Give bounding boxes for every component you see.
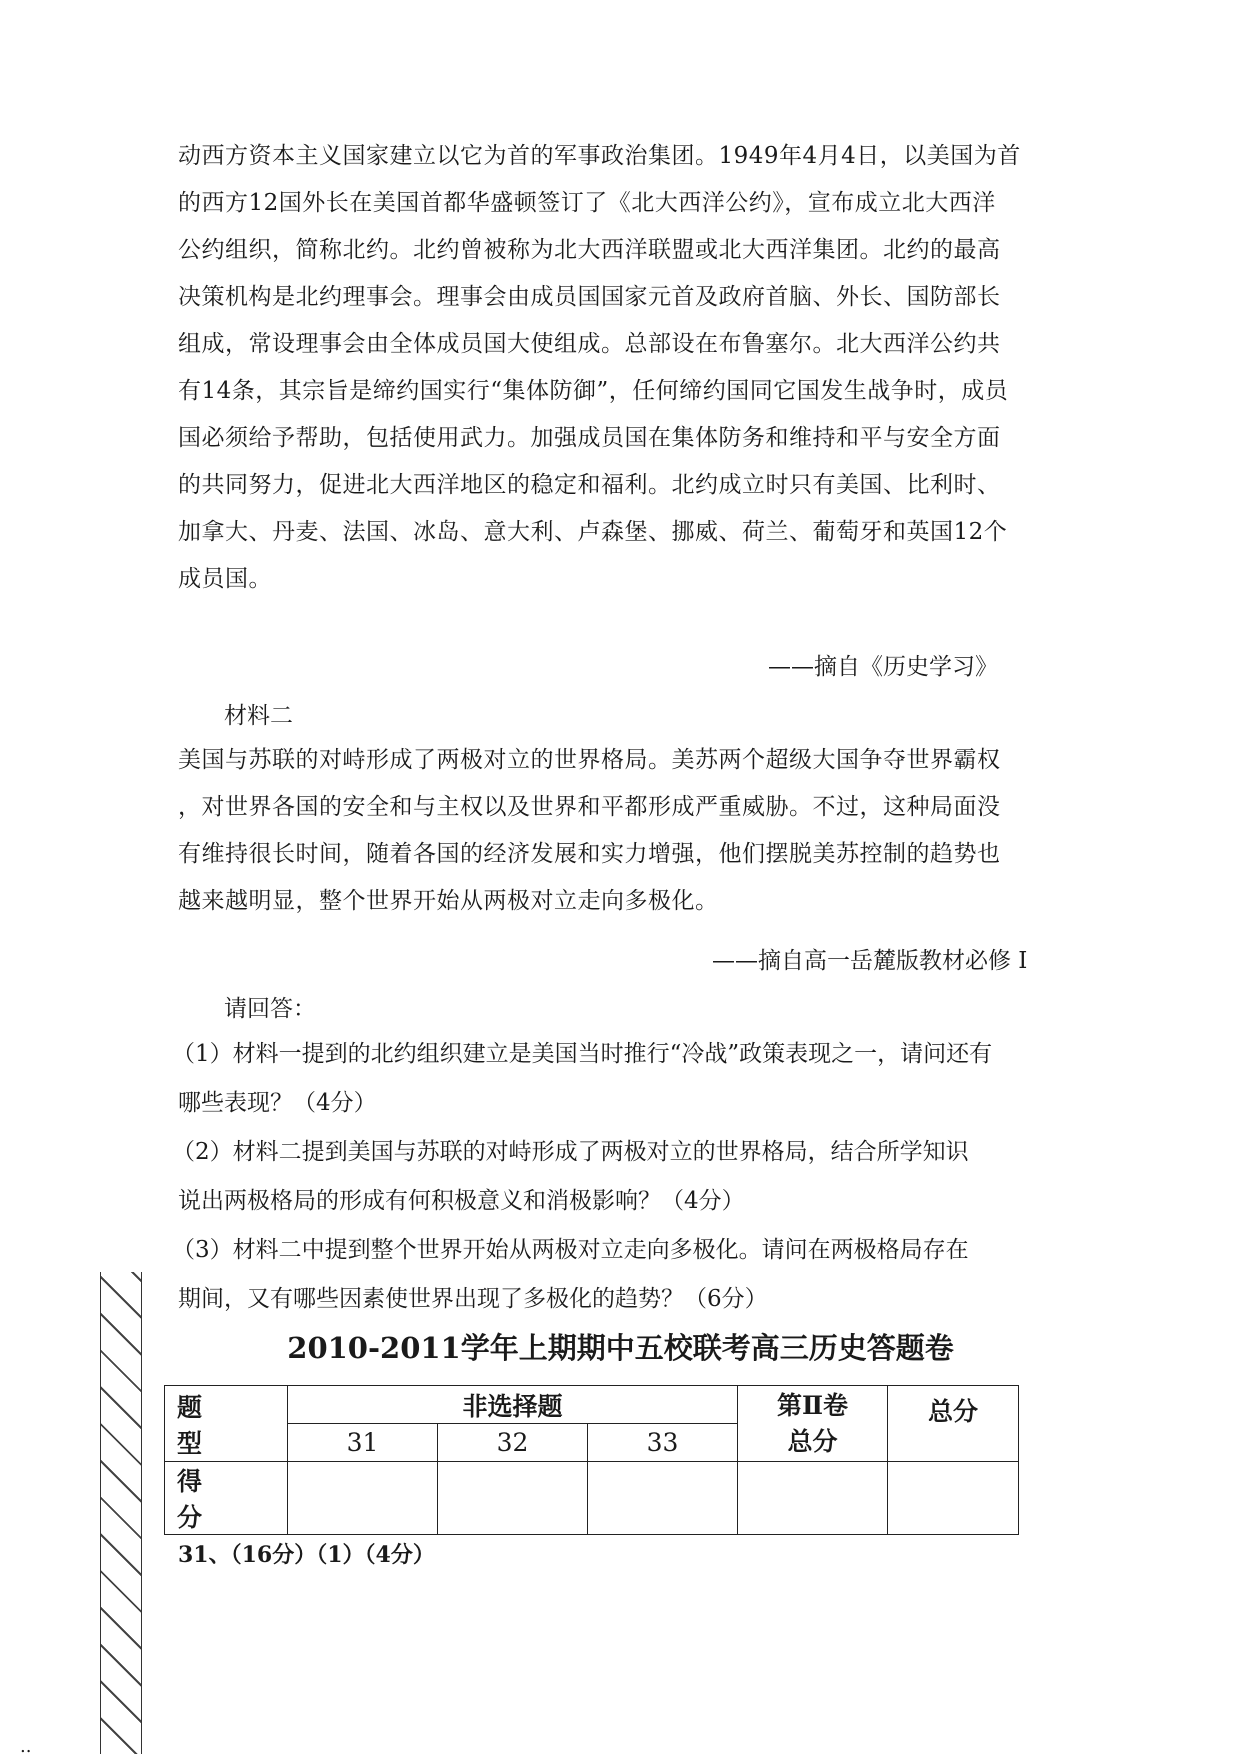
text-line: 组成，常设理事会由全体成员国大使组成。总部设在布鲁塞尔。北大西洋公约共 bbox=[178, 331, 1001, 357]
q31-header: 31 bbox=[288, 1424, 438, 1462]
prompt-label: 请回答： bbox=[224, 996, 316, 1022]
text-line: 加拿大、丹麦、法国、冰岛、意大利、卢森堡、挪威、荷兰、葡萄牙和英国12个 bbox=[178, 519, 1008, 545]
grand-total-header: 总分 bbox=[888, 1386, 1019, 1462]
material-one-text bbox=[178, 133, 1053, 603]
part2-total-score-cell[interactable] bbox=[738, 1462, 888, 1535]
text-line: 有14条，其宗旨是缔约国实行“集体防御”，任何缔约国同它国发生战争时，成员 bbox=[178, 378, 1009, 404]
non-choice-header: 非选择题 bbox=[288, 1386, 738, 1424]
question-line: 哪些表现？（4分） bbox=[178, 1090, 377, 1116]
text-line: 决策机构是北约理事会。理事会由成员国国家元首及政府首脑、外长、国防部长 bbox=[178, 284, 1001, 310]
text-line: 美国与苏联的对峙形成了两极对立的世界格局。美苏两个超级大国争夺世界霸权 bbox=[178, 747, 1001, 773]
text-line: 的共同努力，促进北大西洋地区的稳定和福利。北约成立时只有美国、比利时、 bbox=[178, 472, 1001, 498]
grand-total-score-cell[interactable] bbox=[888, 1462, 1019, 1535]
score-table bbox=[164, 1385, 1019, 1535]
question-line: （2）材料二提到美国与苏联的对峙形成了两极对立的世界格局，结合所学知识 bbox=[172, 1139, 969, 1165]
margin-dots: .. bbox=[20, 1736, 32, 1757]
answer-sheet-title: 2010-2011学年上期期中五校联考高三历史答题卷 bbox=[287, 1331, 954, 1365]
material-two-source: ——摘自高一岳麓版教材必修 I bbox=[712, 948, 1028, 974]
text-line: ，对世界各国的安全和与主权以及世界和平都形成严重威胁。不过，这种局面没 bbox=[178, 794, 1001, 820]
material-two-label: 材料二 bbox=[224, 703, 293, 729]
q32-score-cell[interactable] bbox=[438, 1462, 588, 1535]
q32-header: 32 bbox=[438, 1424, 588, 1462]
part2-total-line1: 第Ⅱ卷 bbox=[776, 1390, 849, 1420]
type-label: 题 型 bbox=[165, 1386, 288, 1462]
q33-header: 33 bbox=[588, 1424, 738, 1462]
material-one-source: ——摘自《历史学习》 bbox=[768, 654, 998, 680]
part2-total-line2: 总分 bbox=[787, 1426, 838, 1456]
text-line: 越来越明显，整个世界开始从两极对立走向多极化。 bbox=[178, 888, 719, 914]
question-line: 期间，又有哪些因素使世界出现了多极化的趋势？（6分） bbox=[178, 1286, 768, 1312]
text-line: 公约组织，简称北约。北约曾被称为北大西洋联盟或北大西洋集团。北约的最高 bbox=[178, 237, 1001, 263]
text-line: 有维持很长时间，随着各国的经济发展和实力增强，他们摆脱美苏控制的趋势也 bbox=[178, 841, 1001, 867]
material-two-text bbox=[178, 737, 1053, 925]
text-line: 成员国。 bbox=[178, 566, 272, 592]
text-line: 国必须给予帮助，包括使用武力。加强成员国在集体防务和维持和平与安全方面 bbox=[178, 425, 1001, 451]
question-list bbox=[172, 1030, 1072, 1324]
q31-score-cell[interactable] bbox=[288, 1462, 438, 1535]
question-line: （1）材料一提到的北约组织建立是美国当时推行“冷战”政策表现之一，请问还有 bbox=[172, 1041, 993, 1067]
question-line: （3）材料二中提到整个世界开始从两极对立走向多极化。请问在两极格局存在 bbox=[172, 1237, 969, 1263]
q33-score-cell[interactable] bbox=[588, 1462, 738, 1535]
text-line: 的西方12国外长在美国首都华盛顿签订了《北大西洋公约》，宣布成立北大西洋 bbox=[178, 190, 996, 216]
question-line: 说出两极格局的形成有何积极意义和消极影响？（4分） bbox=[178, 1188, 745, 1214]
text-line: 动西方资本主义国家建立以它为首的军事政治集团。1949年4月4日，以美国为首 bbox=[178, 143, 1021, 169]
score-label: 得 分 bbox=[165, 1462, 288, 1535]
part2-total-header bbox=[738, 1386, 888, 1462]
q31-heading: 31、（16分）（1）（4分） bbox=[178, 1542, 435, 1568]
